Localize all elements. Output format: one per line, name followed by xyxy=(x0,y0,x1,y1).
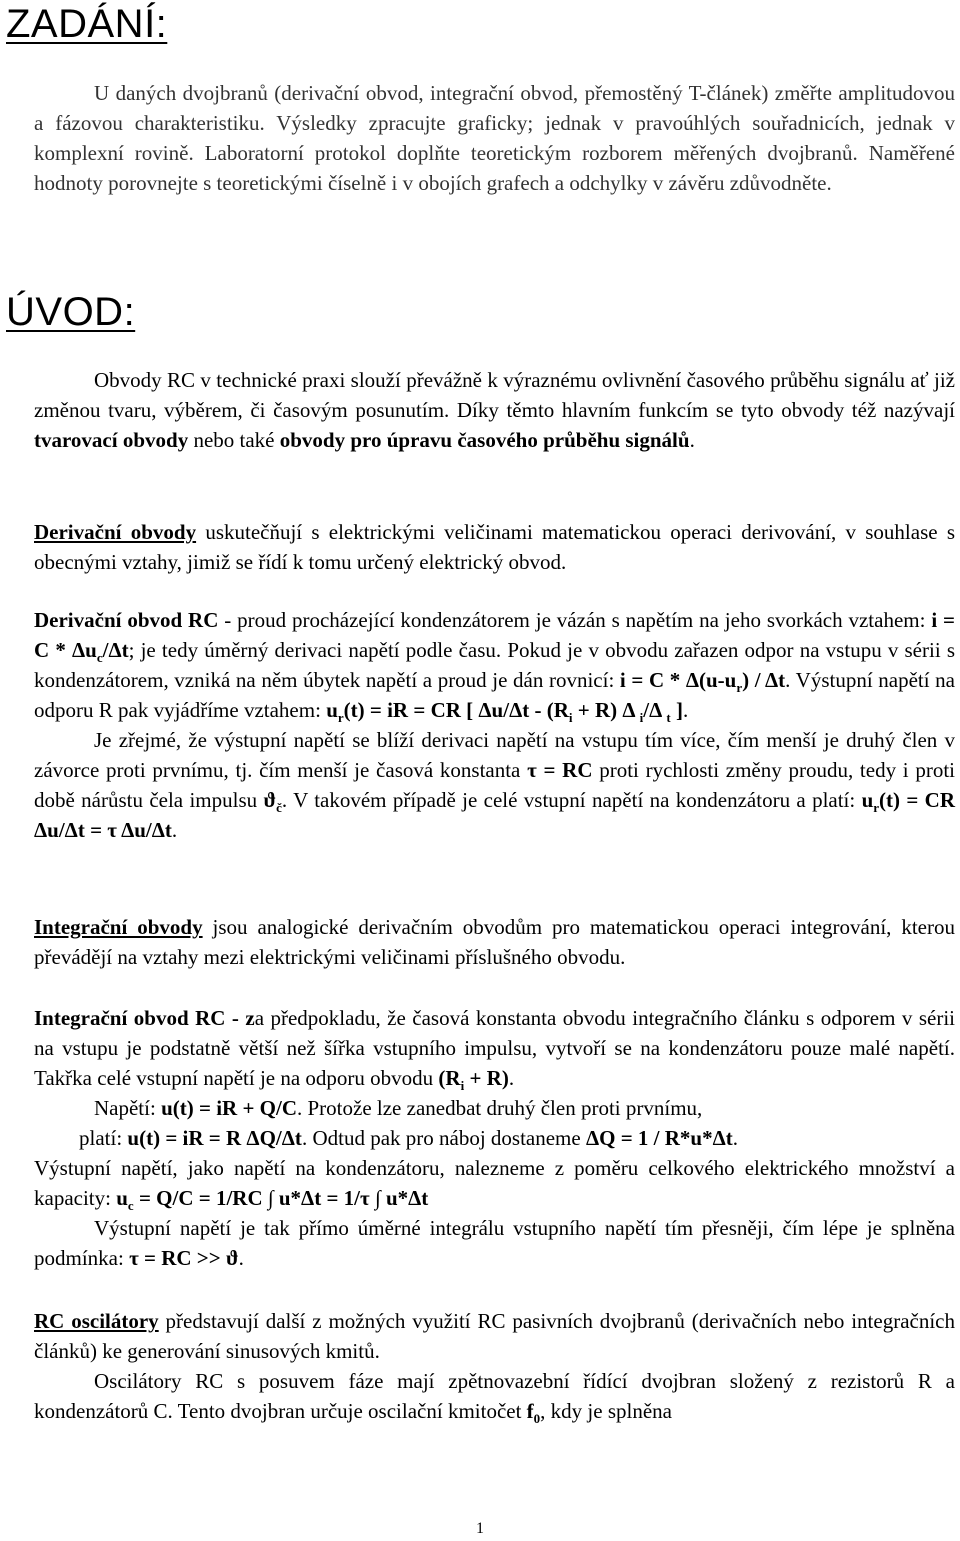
integracni-obvod-rc-paragraph xyxy=(34,1003,955,1273)
irc-text-l3-end: . xyxy=(732,1126,739,1150)
formula-i-c-du: $i = C * \Delta u_c/\Delta t$ xyxy=(34,608,955,666)
irc-napeti-label: Napětí: xyxy=(94,1096,162,1120)
irc-text-3: Výstupní napětí, jako napětí na kondenzátoru, nalezneme z poměru celkového elektrického množství a kapacity: xyxy=(34,1156,955,1210)
zadani-paragraph xyxy=(34,78,955,198)
integracni-obvody-title: Integrační obvody xyxy=(34,915,203,939)
drc-text-4: . xyxy=(682,698,689,722)
uvod-text-end: . xyxy=(689,428,695,452)
irc-text-4: Výstupní napětí je tak přímo úměrné integrálu vstupního napětí tím přesněji, čím lépe je splněna podmínka: xyxy=(34,1216,955,1270)
osc-text-1: představují další z možných využití RC pasivních dvojbranů (derivačních nebo integračních článků) ke generování sinusových kmitů. xyxy=(34,1309,956,1363)
osc-text-3: , kdy je splněna xyxy=(540,1399,672,1423)
term-obvody-pro-upravu: obvody pro úpravu časového průběhu signálů xyxy=(279,428,690,452)
zadani-text: U daných dvojbranů (derivační obvod, integrační obvod, přemostěný T-článek) změřte amplitudovou a fázovou charakteristiku. Výsledky zpracujte graficky; jednak v pravoúhlých souřadnicích, jednak v komplexní rovině. Laboratorní protokol doplňte teoretickým rozborem měřených dvojbranů. Naměřené hodnoty porovnejte s teoretickými číselně i v obojích grafech a odchylky v závěru zdůvodněte. xyxy=(34,81,955,195)
formula-theta-c: $ϑ_č$ xyxy=(263,788,282,816)
drc-text-5: Je zřejmé, že výstupní napětí se blíží derivaci napětí na vstupu tím více, čím menší je druhý člen v závorce proti prvnímu, tj. čím menší je časová konstanta xyxy=(34,728,955,782)
irc-text-l2: . Protože lze zanedbat druhý člen proti prvnímu, xyxy=(297,1096,703,1120)
page-number: 1 xyxy=(476,1520,484,1537)
irc-text-2: . xyxy=(508,1066,515,1090)
irc-text-l3: . Odtud pak pro náboj dostaneme xyxy=(301,1126,586,1150)
rc-oscilatory-title: RC oscilátory xyxy=(34,1309,159,1333)
integracni-obvody-text: jsou analogické derivačním obvodům pro matematickou operaci integrování, kterou převádějí na vztahy mezi elektrickými veličinami příslušného obvodu. xyxy=(34,915,955,969)
drc-text-8: . xyxy=(171,818,178,842)
uvod-paragraph xyxy=(34,365,955,455)
drc-text-2: ; je tedy úměrný derivaci napětí podle času. Pokud je v obvodu zařazen odpor na vstupu v sérii s kondenzátorem, vzniká na něm úbytek napětí a proud je dán rovnicí: xyxy=(34,638,955,692)
drc-text-7: . V takovém případě je celé vstupní napětí na kondenzátoru a platí: xyxy=(281,788,862,812)
formula-tau-rc: τ = RC xyxy=(527,758,593,782)
derivacni-obvody-text: uskutečňují s elektrickými veličinami matematickou operaci derivování, v souhlase s obecnými vztahy, jimiž se řídí k tomu určený elektrický obvod. xyxy=(34,520,955,574)
formula-ur-cr: $u_r(t)$ = CR Δu/Δt = τ Δu/Δt xyxy=(34,788,956,842)
term-tvarovaci-obvody: tvarovací obvody xyxy=(34,428,189,452)
uvod-text: Obvody RC v technické praxi slouží převážně k výraznému ovlivnění časového průběhu signálu ať již změnou tvaru, výběrem, či časovým posunutím. Díky těmto hlavním funkcím se tyto obvody též nazývají xyxy=(34,368,955,422)
drc-text-1: - proud procházející kondenzátorem je vázán s napětím na jeho svorkách vztahem: xyxy=(218,608,932,632)
derivacni-obvod-rc-title: Derivační obvod RC xyxy=(34,608,219,632)
formula-ut-r-dq: u(t) = iR = R ΔQ/Δt xyxy=(127,1126,302,1150)
formula-ur-t: $u_r(t)$ = iR = CR [ $\Delta u/\Delta t - (R_i + R)$ Δ $_i$/Δ $_t$ ] xyxy=(326,698,683,726)
formula-ut-ir-qc: u(t) = iR + Q/C xyxy=(161,1096,297,1120)
drc-text-6: proti rychlosti změny proudu, tedy i proti době nárůstu čela impulsu xyxy=(34,758,955,812)
derivacni-obvody-paragraph xyxy=(34,517,955,577)
drc-text-3: . Výstupní napětí na odporu R pak vyjádříme vztahem: xyxy=(34,668,956,722)
integracni-obvod-rc-title: Integrační obvod RC - z xyxy=(34,1006,255,1030)
formula-uc: $u_c = Q/C = 1/RC$ ∫ u*Δt = 1/τ ∫ u*Δt xyxy=(116,1186,429,1214)
osc-text-2: Oscilátory RC s posuvem fáze mají zpětnovazební řídící dvojbran složený z rezistorů R a kondenzátorů C. Tento dvojbran určuje oscilační kmitočet xyxy=(34,1369,955,1423)
formula-ri-r: $(R_i + R)$ xyxy=(438,1066,509,1094)
derivacni-obvody-title: Derivační obvody xyxy=(34,520,197,544)
heading-uvod: ÚVOD: xyxy=(6,290,136,334)
irc-text-1: a předpokladu, že časová konstanta obvodu integračního článku s odporem v sérii na vstupu je podstatně větší než šířka vstupního impulsu, vytvoří se na kondenzátoru pouze malé napětí. Takřka celé vstupní napětí je na odporu obvodu xyxy=(34,1006,955,1090)
irc-plati-label: platí: xyxy=(79,1126,128,1150)
derivacni-obvod-rc-paragraph xyxy=(34,605,955,845)
formula-f0: $f_0$ xyxy=(526,1399,541,1427)
formula-i-c-du-ur: $i = C * \Delta(u-u_r) / \Delta t$ xyxy=(619,668,786,696)
uvod-text-mid: nebo také xyxy=(188,428,280,452)
heading-zadani: ZADÁNÍ: xyxy=(6,2,168,46)
integracni-obvody-paragraph xyxy=(34,912,955,972)
irc-text-5: . xyxy=(238,1246,244,1270)
rc-oscilatory-paragraph xyxy=(34,1306,955,1426)
formula-dq: ΔQ = 1 / R*u*Δt xyxy=(585,1126,733,1150)
formula-tau-condition: τ = RC >> ϑ xyxy=(129,1246,239,1270)
